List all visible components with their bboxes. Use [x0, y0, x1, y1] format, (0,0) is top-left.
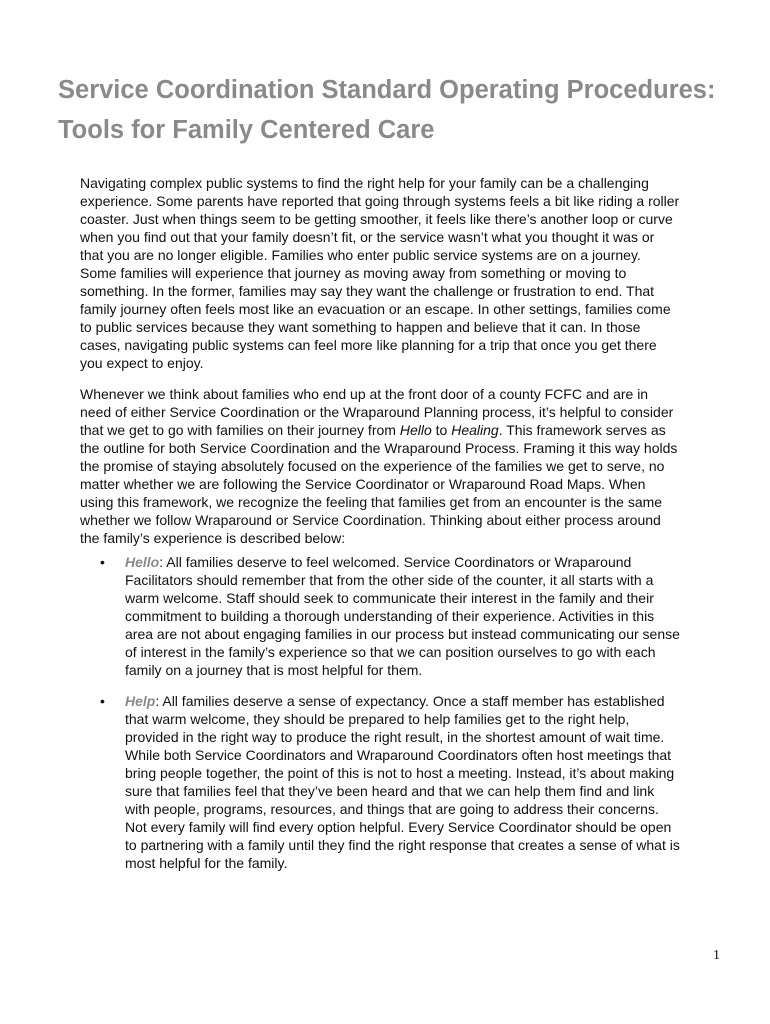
hello-emphasis: Hello [399, 422, 432, 438]
bullet-icon: • [100, 554, 105, 570]
page-number: 1 [713, 948, 720, 963]
bullet-icon: • [100, 693, 105, 709]
bullet-list [80, 553, 680, 872]
bullet-text: : All families deserve a sense of expectancy. Once a staff member has established that warm welcome, they should be prepared to help families get to the right help, provided in the right way to produce the right result, in the shortest amount of wait time. While both Service Coordinators and Wraparound Coordinators often host meetings that bring people together, the point of this is not to host a meeting. Instead, it’s about making sure that families feel that they’ve been heard and that we can help them find and link with people, programs, resources, and things that are going to address their concerns. Not every family will find every option helpful. Every Service Coordinator should be open to partnering with a family until they find the right response that creates a sense of what is most helpful for the family. [125, 693, 680, 871]
framework-to: to [431, 422, 452, 438]
framework-paragraph [80, 385, 680, 547]
framework-text-end: . This framework serves as the outline for both Service Coordination and the Wraparound Process. Framing it this way holds the promise of staying absolutely focused on the experience of the families we get to serve, no matter whether we are following the Service Coordinator or Wraparound Road Maps. When using this framework, we recognize the feeling that families get from an encounter is the same whether we follow Wraparound or Service Coordination. Thinking about either process around the family’s experience is described below: [80, 422, 678, 546]
framework-text-start: Whenever we think about families who end up at the front door of a county FCFC and are in need of either Service Coordination or the Wraparound Planning process, it’s helpful to consider that we get to go with families on their journey from [80, 386, 674, 438]
bullet-term: Hello [125, 554, 160, 570]
document-body [80, 174, 680, 885]
bullet-item-help [80, 692, 680, 872]
bullet-item-hello [80, 553, 680, 679]
bullet-text: : All families deserve to feel welcomed. Service Coordinators or Wraparound Facilitators should remember that from the other side of the counter, it all starts with a warm welcome. Staff should seek to communicate their interest in the family and their commitment to building a thorough understanding of their experience. Activities in this area are not about engaging families in our process but instead communicating our sense of interest in the family’s experience so that we can position ourselves to go with each family on a journey that is most helpful for them. [125, 554, 680, 678]
bullet-term: Help [125, 693, 156, 709]
document-title: Service Coordination Standard Operating Procedures: Tools for Family Centered Care [58, 76, 716, 144]
healing-emphasis: Healing [451, 422, 499, 438]
intro-paragraph: Navigating complex public systems to find the right help for your family can be a challenging experience. Some parents have reported that going through systems feels a bit like riding a roller coaster. Just when things seem to be getting smoother, it feels like there’s another loop or curve when you find out that your family doesn’t fit, or the service wasn’t what you thought it was or that you are no longer eligible. Families who enter public service systems are on a journey. Some families will experience that journey as moving away from something or moving to something. In the former, families may say they want the challenge or frustration to end. That family journey often feels most like an evacuation or an escape. In other settings, families come to public services because they want something to happen and believe that it can. In those cases, navigating public systems can feel more like planning for a trip that once you get there you expect to enjoy. [80, 175, 680, 371]
